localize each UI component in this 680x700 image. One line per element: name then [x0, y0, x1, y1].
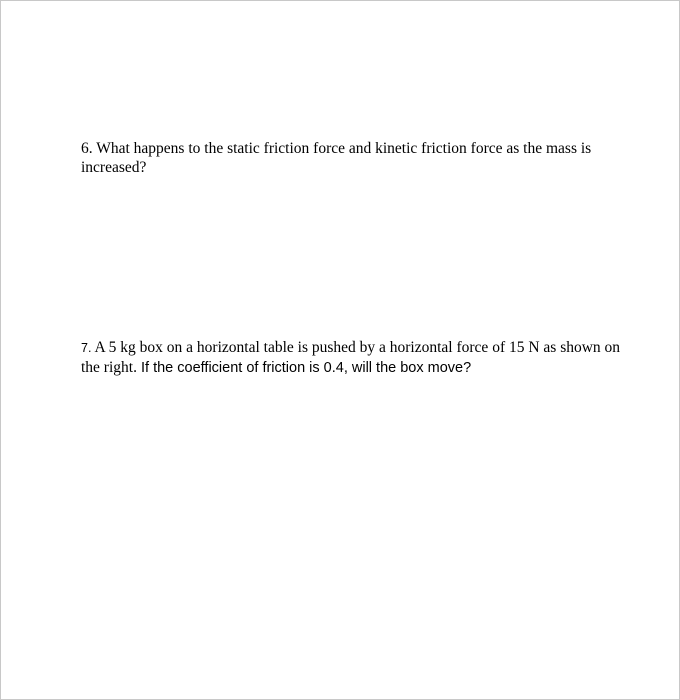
- question-7-text-sans: If the coefficient of friction is 0.4, will the box move?: [136, 360, 472, 376]
- question-7-number: 7.: [81, 341, 92, 355]
- question-7: [81, 338, 621, 378]
- question-6: [81, 139, 621, 177]
- question-6-text: 6. What happens to the static friction force and kinetic friction force as the mass is increased?: [81, 140, 592, 176]
- question-7-text-serif: A 5 kg box on a horizontal table is pushed by a horizontal force of 15 N as shown on the right.: [81, 339, 621, 376]
